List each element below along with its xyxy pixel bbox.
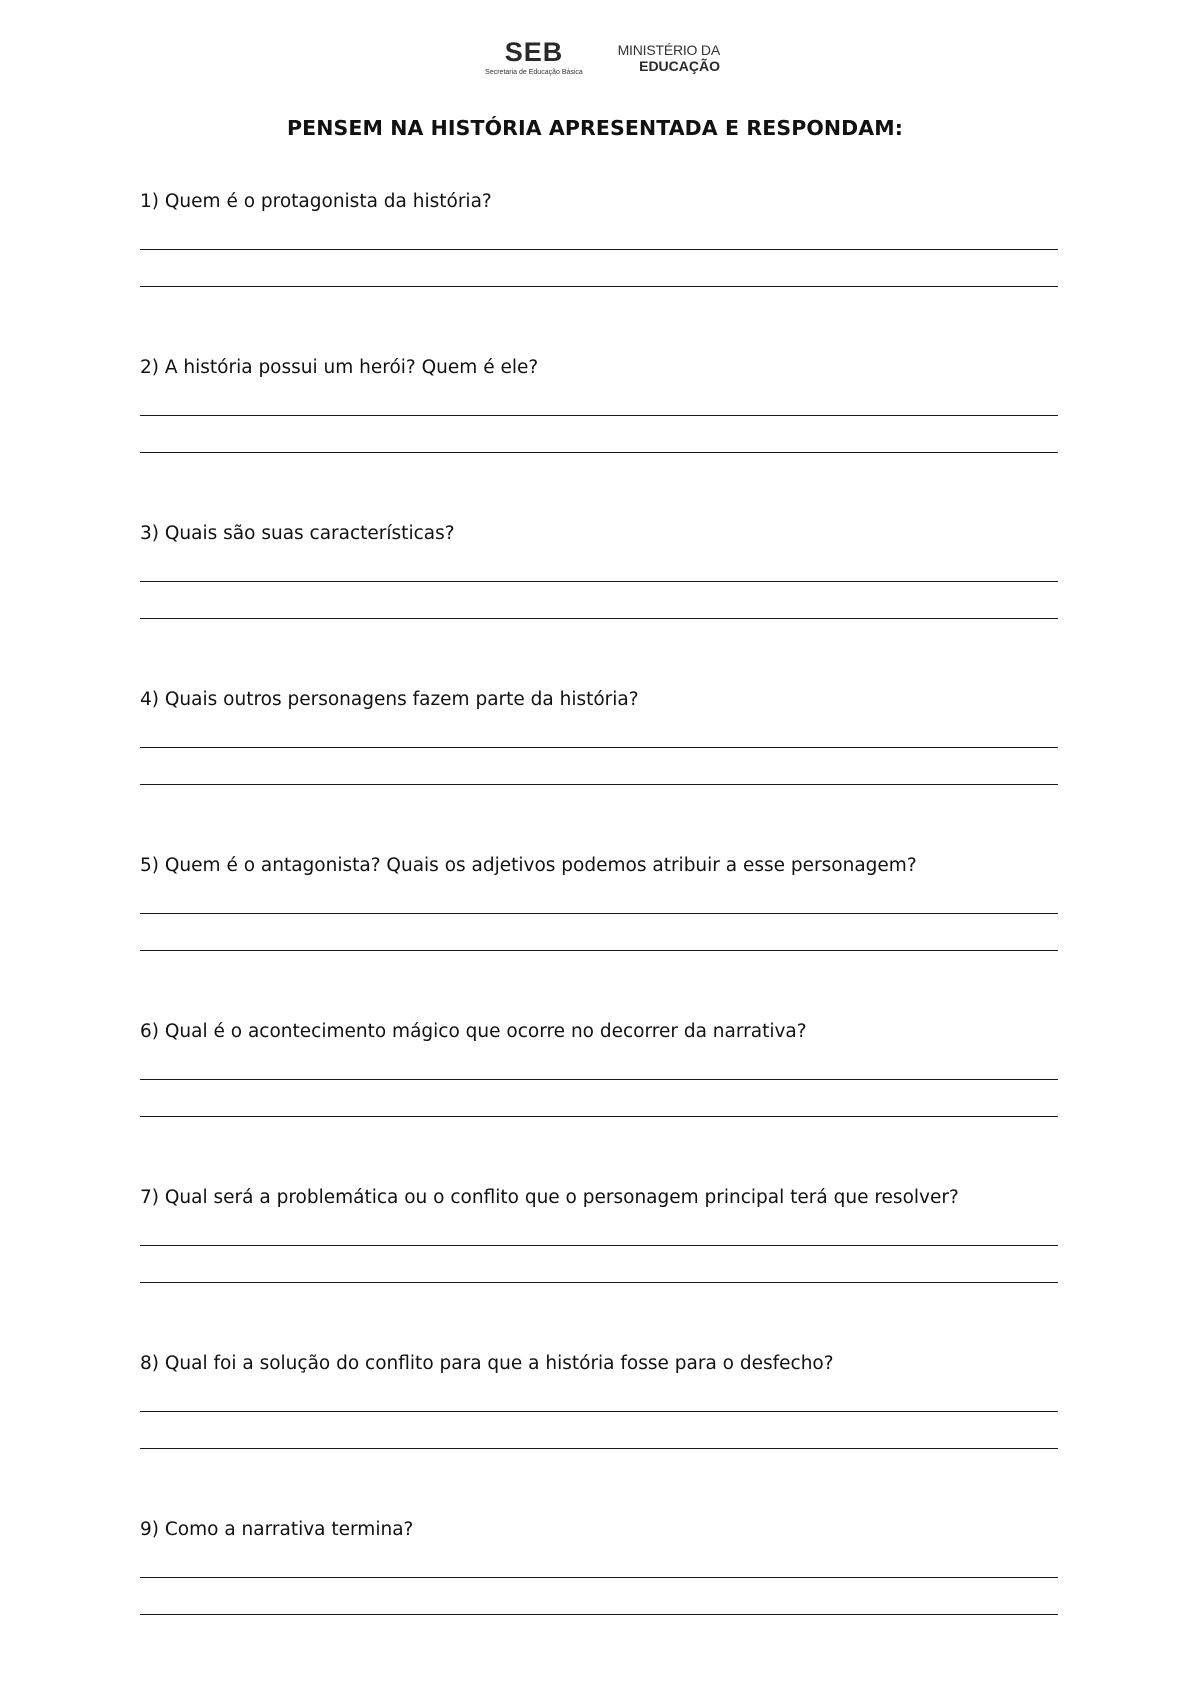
answer-line[interactable]	[140, 950, 1058, 951]
question-7	[140, 1187, 1060, 1297]
page-title: PENSEM NA HISTÓRIA APRESENTADA E RESPONDAM:	[287, 116, 903, 140]
answer-line[interactable]	[140, 1116, 1058, 1117]
question-8	[140, 1353, 1060, 1463]
question-3	[140, 523, 1060, 633]
question-text: 2) A história possui um herói? Quem é ele?	[140, 357, 539, 378]
question-4	[140, 689, 1060, 799]
answer-line[interactable]	[140, 1282, 1058, 1283]
seb-logo-subtitle: Secretaria de Educação Básica	[485, 69, 583, 76]
seb-logo	[474, 38, 594, 77]
question-9	[140, 1519, 1060, 1629]
question-1	[140, 191, 1060, 301]
answer-line[interactable]	[140, 1245, 1058, 1246]
question-text: 8) Qual foi a solução do conflito para que a história fosse para o desfecho?	[140, 1353, 834, 1374]
question-6	[140, 1021, 1060, 1131]
ministry-logo-top: MINISTÉRIO DA	[617, 42, 720, 58]
answer-line[interactable]	[140, 249, 1058, 250]
question-5	[140, 855, 1060, 965]
question-2	[140, 357, 1060, 467]
answer-line[interactable]	[140, 452, 1058, 453]
answer-line[interactable]	[140, 618, 1058, 619]
answer-line[interactable]	[140, 1411, 1058, 1412]
question-text: 3) Quais são suas características?	[140, 523, 455, 544]
ministry-logo	[610, 42, 720, 74]
answer-line[interactable]	[140, 1079, 1058, 1080]
question-text: 4) Quais outros personagens fazem parte da história?	[140, 689, 639, 710]
answer-line[interactable]	[140, 581, 1058, 582]
answer-line[interactable]	[140, 747, 1058, 748]
question-text: 1) Quem é o protagonista da história?	[140, 191, 492, 212]
ministry-logo-bottom: EDUCAÇÃO	[639, 58, 720, 74]
question-text: 5) Quem é o antagonista? Quais os adjetivos podemos atribuir a esse personagem?	[140, 855, 917, 876]
answer-line[interactable]	[140, 784, 1058, 785]
answer-line[interactable]	[140, 1614, 1058, 1615]
answer-line[interactable]	[140, 286, 1058, 287]
seb-logo-title: SEB	[504, 37, 564, 67]
question-text: 7) Qual será a problemática ou o conflito que o personagem principal terá que resolver?	[140, 1187, 959, 1208]
question-text: 9) Como a narrativa termina?	[140, 1519, 414, 1540]
question-text: 6) Qual é o acontecimento mágico que ocorre no decorrer da narrativa?	[140, 1021, 807, 1042]
answer-line[interactable]	[140, 1448, 1058, 1449]
header	[0, 38, 1190, 82]
answer-line[interactable]	[140, 1577, 1058, 1578]
answer-line[interactable]	[140, 415, 1058, 416]
answer-line[interactable]	[140, 913, 1058, 914]
